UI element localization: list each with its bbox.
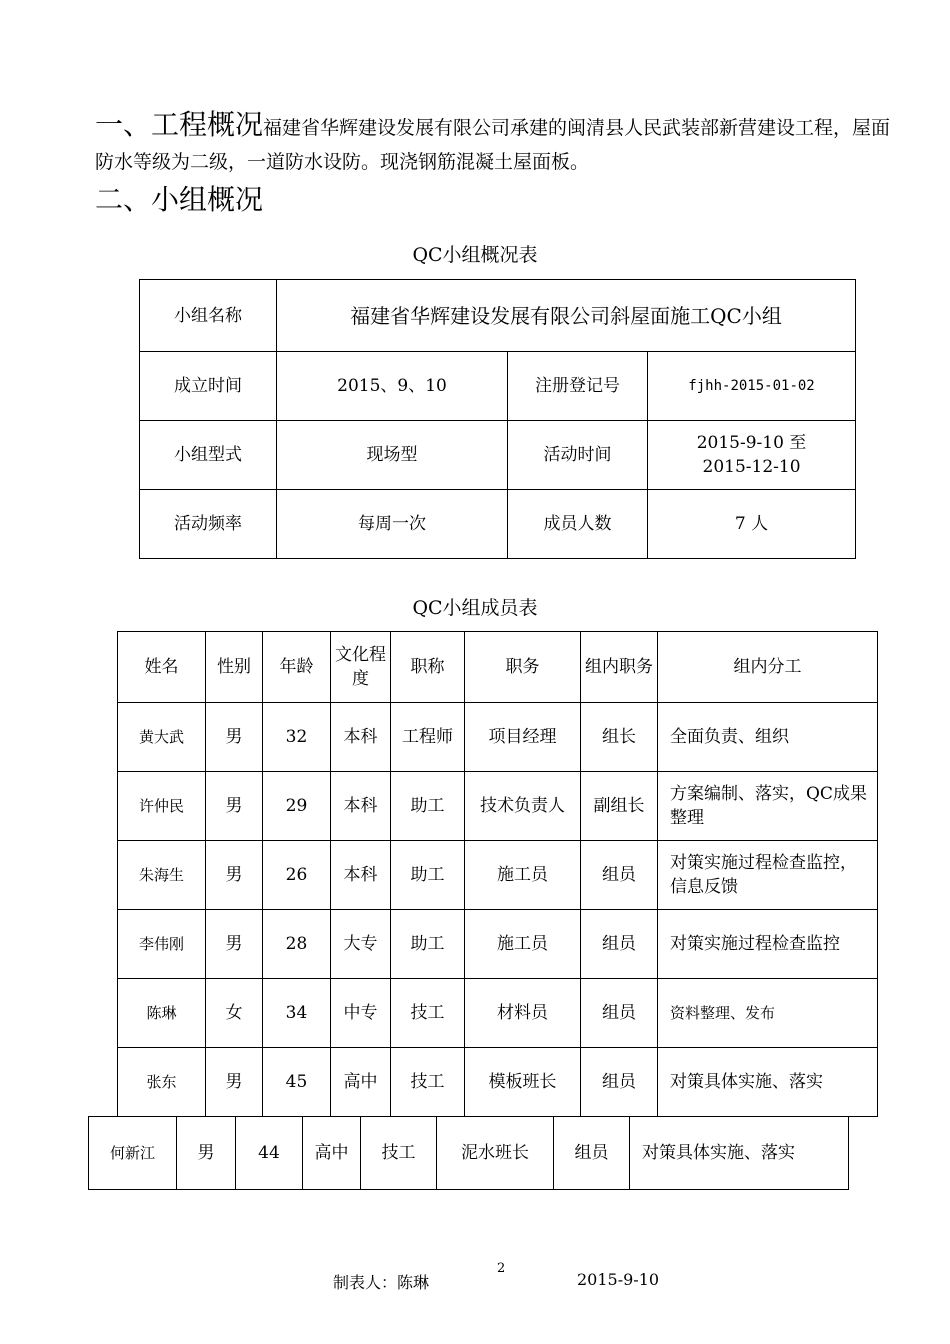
member-position: 材料员 — [465, 979, 581, 1048]
header-title: 职称 — [391, 632, 465, 703]
member-gender: 男 — [206, 703, 263, 772]
member-gender: 男 — [206, 910, 263, 979]
header-division: 组内分工 — [658, 632, 878, 703]
member-title: 技工 — [361, 1117, 437, 1190]
member-gender: 女 — [206, 979, 263, 1048]
member-education: 高中 — [303, 1117, 361, 1190]
member-education: 本科 — [331, 772, 391, 841]
member-age: 34 — [263, 979, 331, 1048]
member-title: 技工 — [391, 1048, 465, 1117]
member-position: 施工员 — [465, 910, 581, 979]
member-group-role: 组员 — [581, 910, 658, 979]
header-name: 姓名 — [118, 632, 206, 703]
member-gender: 男 — [206, 841, 263, 910]
member-division: 全面负责、组织 — [658, 703, 878, 772]
member-education: 高中 — [331, 1048, 391, 1117]
overview-freq-value: 每周一次 — [277, 490, 508, 559]
members-table-last-row — [88, 1116, 849, 1190]
member-title: 助工 — [391, 841, 465, 910]
overview-period-label: 活动时间 — [508, 421, 648, 490]
member-group-role: 副组长 — [581, 772, 658, 841]
member-name: 李伟刚 — [118, 910, 206, 979]
period-start: 2015-9-10 至 — [696, 433, 807, 453]
overview-table — [139, 279, 856, 559]
member-title: 助工 — [391, 910, 465, 979]
header-gender: 性别 — [206, 632, 263, 703]
member-division: 对策实施过程检查监控 — [658, 910, 878, 979]
member-gender: 男 — [206, 772, 263, 841]
member-position: 技术负责人 — [465, 772, 581, 841]
overview-table-caption: QC小组概况表 — [412, 244, 538, 266]
overview-period-value — [648, 421, 856, 490]
header-group-role: 组内职务 — [581, 632, 658, 703]
header-age: 年龄 — [263, 632, 331, 703]
section-heading-2: 二、小组概况 — [95, 183, 264, 216]
overview-reg-value: fjhh-2015-01-02 — [648, 352, 856, 421]
member-education: 本科 — [331, 841, 391, 910]
member-division: 对策具体实施、落实 — [630, 1117, 849, 1190]
member-group-role: 组员 — [581, 979, 658, 1048]
member-age: 32 — [263, 703, 331, 772]
member-group-role: 组员 — [581, 1048, 658, 1117]
member-age: 45 — [263, 1048, 331, 1117]
table-date: 2015-9-10 — [577, 1270, 660, 1289]
table-row — [89, 1117, 849, 1190]
table-row — [118, 841, 878, 910]
member-age: 26 — [263, 841, 331, 910]
page-number: 2 — [497, 1261, 506, 1276]
table-row — [118, 703, 878, 772]
overview-reg-label: 注册登记号 — [508, 352, 648, 421]
member-age: 28 — [263, 910, 331, 979]
overview-found-value: 2015、9、10 — [277, 352, 508, 421]
header-position: 职务 — [465, 632, 581, 703]
member-age: 44 — [236, 1117, 303, 1190]
member-division: 方案编制、落实，QC成果整理 — [658, 772, 878, 841]
overview-members-label: 成员人数 — [508, 490, 648, 559]
member-name: 张东 — [118, 1048, 206, 1117]
member-gender: 男 — [206, 1048, 263, 1117]
member-division: 对策实施过程检查监控，信息反馈 — [658, 841, 878, 910]
member-group-role: 组长 — [581, 703, 658, 772]
member-position: 模板班长 — [465, 1048, 581, 1117]
member-name: 许仲民 — [118, 772, 206, 841]
member-education: 中专 — [331, 979, 391, 1048]
overview-members-value: 7 人 — [648, 490, 856, 559]
member-title: 技工 — [391, 979, 465, 1048]
member-group-role: 组员 — [554, 1117, 630, 1190]
table-row — [118, 979, 878, 1048]
overview-freq-label: 活动频率 — [140, 490, 277, 559]
member-name: 朱海生 — [118, 841, 206, 910]
member-gender: 男 — [177, 1117, 236, 1190]
overview-type-label: 小组型式 — [140, 421, 277, 490]
section-text-1: 福建省华辉建设发展有限公司承建的闽清县人民武装部新营建设工程，屋面防水等级为二级，一道防水设防。现浇钢筋混凝土屋面板。 — [95, 117, 891, 173]
table-row — [118, 910, 878, 979]
table-row — [118, 772, 878, 841]
overview-name-value: 福建省华辉建设发展有限公司斜屋面施工QC小组 — [277, 280, 856, 352]
member-name: 黄大武 — [118, 703, 206, 772]
member-education: 本科 — [331, 703, 391, 772]
section-heading-1: 一、工程概况 — [95, 108, 264, 141]
member-division: 对策具体实施、落实 — [658, 1048, 878, 1117]
members-table — [117, 631, 878, 1117]
table-maker: 制表人：陈琳 — [333, 1273, 430, 1292]
section-engineering-overview — [95, 108, 895, 179]
overview-name-label: 小组名称 — [140, 280, 277, 352]
member-title: 助工 — [391, 772, 465, 841]
member-name: 陈琳 — [118, 979, 206, 1048]
member-position: 施工员 — [465, 841, 581, 910]
member-education: 大专 — [331, 910, 391, 979]
overview-found-label: 成立时间 — [140, 352, 277, 421]
member-position: 泥水班长 — [437, 1117, 554, 1190]
overview-type-value: 现场型 — [277, 421, 508, 490]
members-header-row — [118, 632, 878, 703]
member-name: 何新江 — [89, 1117, 177, 1190]
table-row — [118, 1048, 878, 1117]
member-division: 资料整理、发布 — [658, 979, 878, 1048]
period-end: 2015-12-10 — [702, 457, 801, 477]
member-position: 项目经理 — [465, 703, 581, 772]
member-group-role: 组员 — [581, 841, 658, 910]
member-age: 29 — [263, 772, 331, 841]
header-education: 文化程度 — [331, 632, 391, 703]
member-title: 工程师 — [391, 703, 465, 772]
members-table-caption: QC小组成员表 — [412, 597, 538, 619]
